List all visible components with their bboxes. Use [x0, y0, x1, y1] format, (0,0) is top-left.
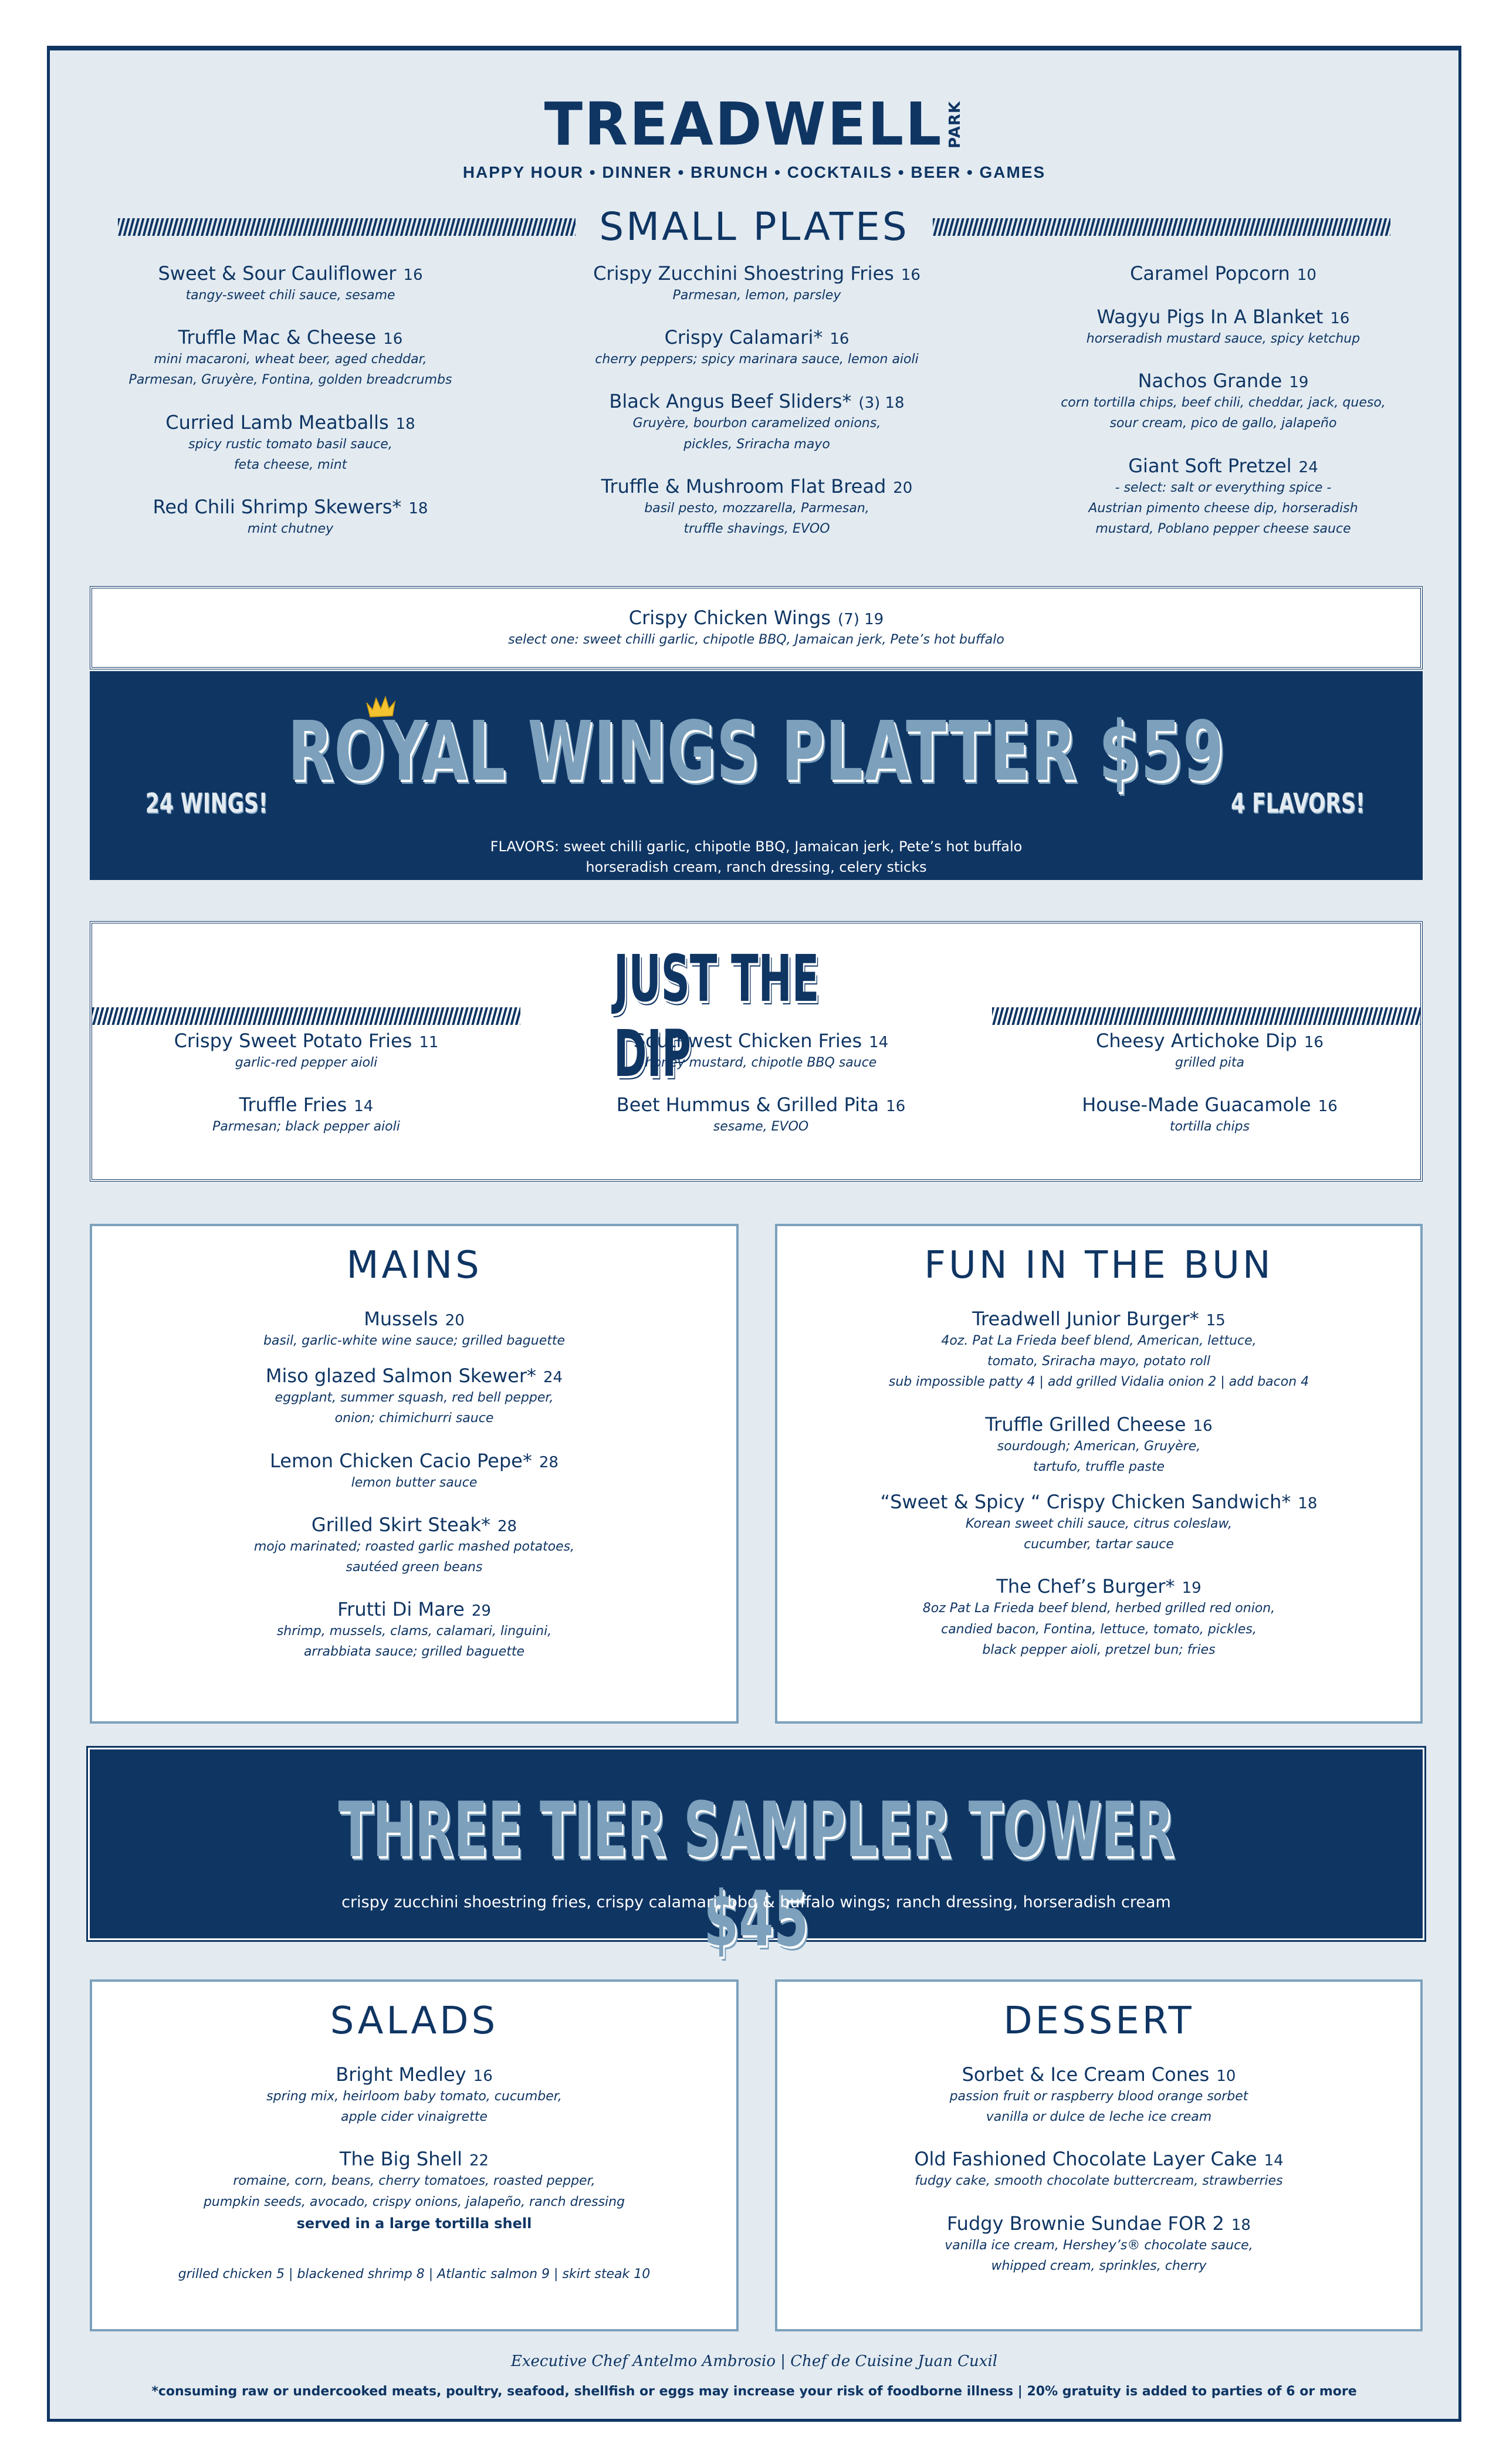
- item-price: 16: [830, 330, 849, 348]
- item-name: Giant Soft Pretzel: [1128, 454, 1292, 477]
- item-desc: sautéed green beans: [346, 1559, 483, 1575]
- dessert-title: DESSERT: [1003, 1999, 1194, 2043]
- item-desc: romaine, corn, beans, cherry tomatoes, roasted pepper,: [233, 2174, 595, 2189]
- item-desc: select one: sweet chilli garlic, chipotle BBQ, Jamaican jerk, Pete’s hot buffalo: [508, 632, 1004, 647]
- brand-tagline: HAPPY HOUR • DINNER • BRUNCH • COCKTAILS • BEER • GAMES: [462, 163, 1046, 181]
- item-price: 18: [1298, 1494, 1318, 1512]
- item-desc: shrimp, mussels, clams, calamari, linguini,: [276, 1624, 552, 1639]
- bun-title: FUN IN THE BUN: [924, 1244, 1274, 1287]
- menu-item: [777, 2063, 1420, 2127]
- item-price: 16: [383, 330, 403, 348]
- stripe-divider-right: [933, 218, 1390, 236]
- item-price: 14: [1264, 2152, 1284, 2170]
- dip-col-3: [1001, 1029, 1418, 1157]
- item-price: 15: [1206, 1312, 1226, 1329]
- item-price: 18: [395, 415, 415, 433]
- mains-title: MAINS: [346, 1244, 482, 1287]
- menu-item: [538, 1093, 984, 1137]
- menu-item: [537, 262, 977, 306]
- dessert-list: [777, 2063, 1420, 2276]
- item-price: 16: [1193, 1417, 1213, 1435]
- item-name: Treadwell Junior Burger*: [972, 1308, 1199, 1330]
- item-desc: mini macaroni, wheat beer, aged cheddar,: [154, 352, 427, 367]
- item-name: Frutti Di Mare: [337, 1598, 465, 1621]
- item-name: Crispy Chicken Wings: [628, 607, 831, 629]
- tower-title: THREE TIER SAMPLER TOWER $45: [338, 1785, 1175, 1964]
- item-desc: cherry peppers; spicy marinara sauce, lemon aioli: [595, 352, 919, 367]
- menu-item: [537, 475, 977, 539]
- item-desc: Gruyère, bourbon caramelized onions,: [632, 416, 881, 431]
- menu-item: [1001, 1093, 1418, 1137]
- item-desc: vanilla ice cream, Hershey’s® chocolate sauce,: [945, 2238, 1253, 2253]
- menu-item: [777, 2147, 1420, 2191]
- menu-item: [777, 2212, 1420, 2276]
- item-price: 11: [419, 1034, 439, 1051]
- item-desc: Parmesan, lemon, parsley: [672, 288, 841, 303]
- item-desc: apple cider vinaigrette: [341, 2110, 488, 2125]
- item-name: The Chef’s Burger*: [996, 1575, 1175, 1598]
- item-desc: Parmesan, Gruyère, Fontina, golden breadcrumbs: [128, 373, 452, 388]
- mains-list: [92, 1307, 736, 1663]
- item-name: Truffle Fries: [239, 1094, 347, 1116]
- menu-item: [85, 326, 496, 390]
- item-name: Sweet & Sour Cauliflower: [158, 262, 397, 285]
- item-price: 18: [1231, 2216, 1251, 2234]
- item-name: Nachos Grande: [1138, 370, 1282, 392]
- item-desc: Parmesan; black pepper aioli: [212, 1119, 400, 1135]
- item-desc: mustard, Poblano pepper cheese sauce: [1095, 521, 1351, 536]
- wing-count-badge: 24 WINGS!: [145, 787, 268, 819]
- item-price: 16: [473, 2067, 493, 2085]
- menu-item: [1012, 454, 1434, 540]
- menu-item: [1012, 262, 1434, 285]
- item-desc: mojo marinated; roasted garlic mashed potatoes,: [253, 1539, 575, 1554]
- item-desc: corn tortilla chips, beef chili, cheddar, jack, queso,: [1061, 395, 1386, 411]
- menu-item: [777, 1307, 1420, 1393]
- menu-item: [92, 2147, 736, 2235]
- menu-item: [92, 2063, 736, 2127]
- item-price: 16: [886, 1098, 906, 1116]
- item-desc: garlic-red pepper aioli: [235, 1055, 378, 1070]
- tower-desc: crispy zucchini shoestring fries, crispy calamari, bbq & buffalo wings; ranch dressing, horseradish cream: [341, 1893, 1171, 1911]
- item-desc: passion fruit or raspberry blood orange sorbet: [949, 2089, 1248, 2104]
- menu-item: [538, 1029, 984, 1073]
- item-note: served in a large tortilla shell: [296, 2215, 532, 2232]
- item-name: Southwest Chicken Fries: [633, 1030, 862, 1052]
- item-name: Truffle & Mushroom Flat Bread: [601, 475, 886, 497]
- item-desc: pickles, Sriracha mayo: [683, 436, 830, 452]
- dip-col-1: [92, 1029, 520, 1157]
- item-price: 16: [1318, 1098, 1338, 1116]
- item-desc: vanilla or dulce de leche ice cream: [986, 2110, 1212, 2125]
- item-price: 16: [1304, 1034, 1324, 1051]
- item-addons: sub impossible patty 4 | add grilled Vidalia onion 2 | add bacon 4: [888, 1375, 1309, 1390]
- menu-item: [92, 1449, 736, 1493]
- item-name: Truffle Mac & Cheese: [178, 326, 377, 349]
- item-name: House-Made Guacamole: [1082, 1094, 1311, 1116]
- chef-credits: Executive Chef Antelmo Ambrosio | Chef de Cuisine Juan Cuxil: [510, 2353, 998, 2370]
- item-desc: mint chutney: [247, 521, 334, 536]
- item-name: Black Angus Beef Sliders*: [609, 390, 852, 413]
- item-desc: basil, garlic-white wine sauce; grilled baguette: [263, 1333, 566, 1348]
- menu-item: [92, 1597, 736, 1662]
- small-plates-col-3: [1012, 262, 1434, 559]
- menu-item: [537, 390, 977, 454]
- item-price: 10: [1297, 266, 1316, 284]
- royal-platter-desc: [90, 837, 1423, 878]
- item-price: 14: [354, 1098, 374, 1116]
- item-price: 14: [869, 1034, 889, 1051]
- item-price: 28: [497, 1517, 517, 1535]
- item-desc: 8oz Pat La Frieda beef blend, herbed grilled red onion,: [922, 1601, 1275, 1616]
- item-price: 28: [539, 1453, 559, 1471]
- item-name: Crispy Calamari*: [664, 326, 823, 349]
- item-price: 19: [1182, 1579, 1201, 1597]
- item-desc: candied bacon, Fontina, lettuce, tomato, pickles,: [941, 1622, 1257, 1637]
- royal-platter-title: ROYAL WINGS PLATTER $59: [287, 704, 1225, 800]
- item-name: Beet Hummus & Grilled Pita: [616, 1094, 879, 1116]
- item-desc: eggplant, summer squash, red bell pepper,: [275, 1390, 554, 1406]
- crispy-chicken-wings-box: [90, 586, 1423, 669]
- flavor-count-badge: 4 FLAVORS!: [1231, 787, 1365, 819]
- three-tier-sampler-tower-banner: [90, 1749, 1423, 1964]
- item-desc: whipped cream, sprinkles, cherry: [991, 2258, 1207, 2273]
- item-price: 16: [403, 266, 423, 284]
- item-desc: tartufo, truffle paste: [1033, 1459, 1165, 1474]
- menu-item: [777, 1490, 1420, 1555]
- bun-list: [777, 1307, 1420, 1660]
- menu-page: [47, 46, 1461, 2422]
- salads-title: SALADS: [330, 1999, 499, 2043]
- royal-platter-sides: horseradish cream, ranch dressing, celery sticks: [585, 858, 927, 875]
- menu-item: [92, 1307, 736, 1351]
- item-desc: feta cheese, mint: [233, 457, 347, 472]
- item-name: The Big Shell: [339, 2148, 462, 2171]
- small-plates-col-1: [85, 262, 496, 559]
- item-name: Grilled Skirt Steak*: [311, 1513, 490, 1536]
- item-name: Cheesy Artichoke Dip: [1096, 1030, 1297, 1052]
- small-plates-heading: [50, 204, 1458, 249]
- item-desc: - select: salt or everything spice -: [1115, 480, 1332, 495]
- stripe-divider-left: [92, 1007, 520, 1025]
- menu-item: [1001, 1029, 1418, 1073]
- item-desc: Korean sweet chili sauce, citrus coleslaw,: [965, 1516, 1233, 1531]
- item-desc: cucumber, tartar sauce: [1024, 1537, 1174, 1552]
- menu-item: [1012, 369, 1434, 434]
- item-price: (7) 19: [838, 611, 884, 628]
- item-name: Lemon Chicken Cacio Pepe*: [270, 1449, 532, 1472]
- salads-panel: [90, 1979, 739, 2331]
- fun-in-the-bun-panel: [775, 1224, 1423, 1724]
- small-plates-title: SMALL PLATES: [599, 204, 909, 249]
- item-name: Bright Medley: [336, 2063, 466, 2086]
- brand-name: TREADWELL: [544, 90, 943, 159]
- item-name: Miso glazed Salmon Skewer*: [265, 1365, 537, 1387]
- item-name: Old Fashioned Chocolate Layer Cake: [914, 2148, 1257, 2171]
- dip-col-2: [538, 1029, 984, 1157]
- item-desc: tortilla chips: [1169, 1119, 1250, 1135]
- item-price: 22: [469, 2152, 489, 2170]
- item-price: 29: [471, 1602, 491, 1620]
- menu-item: [85, 262, 496, 306]
- item-desc: sour cream, pico de gallo, jalapeño: [1109, 416, 1337, 431]
- item-desc: black pepper aioli, pretzel bun; fries: [982, 1642, 1216, 1657]
- item-name: Crispy Sweet Potato Fries: [174, 1030, 412, 1052]
- item-desc: truffle shavings, EVOO: [683, 521, 830, 536]
- brand-suffix: PARK: [946, 100, 964, 148]
- item-desc: basil pesto, mozzarella, Parmesan,: [644, 500, 869, 516]
- royal-platter-flavors: FLAVORS: sweet chilli garlic, chipotle BBQ, Jamaican jerk, Pete’s hot buffalo: [490, 838, 1023, 855]
- item-desc: grilled pita: [1175, 1055, 1245, 1070]
- item-name: Sorbet & Ice Cream Cones: [962, 2063, 1210, 2086]
- stripe-divider-right: [992, 1007, 1420, 1025]
- menu-item: [92, 1093, 520, 1137]
- salads-list: [92, 2063, 736, 2284]
- dessert-panel: [775, 1979, 1423, 2331]
- brand-logo: [50, 92, 1458, 157]
- item-desc: sesame, EVOO: [713, 1119, 809, 1135]
- menu-item: [777, 1413, 1420, 1477]
- item-desc: spicy rustic tomato basil sauce,: [188, 436, 392, 452]
- item-price: 20: [893, 479, 913, 497]
- menu-item: [92, 1513, 736, 1578]
- dip-title: JUST THE DIP: [613, 941, 820, 1091]
- item-price: 16: [901, 266, 920, 284]
- item-desc: arrabbiata sauce; grilled baguette: [303, 1644, 525, 1660]
- food-safety-note: *consuming raw or undercooked meats, poultry, seafood, shellfish or eggs may increase your risk of foodborne illness | 20% gratuity is added to parties of 6 or more: [151, 2384, 1357, 2399]
- item-name: Caramel Popcorn: [1130, 262, 1290, 285]
- item-price: 18: [408, 499, 428, 517]
- item-price: 10: [1216, 2067, 1236, 2085]
- just-the-dip-section: [90, 921, 1423, 1182]
- item-desc: lemon butter sauce: [351, 1475, 478, 1490]
- item-price: 24: [543, 1369, 563, 1387]
- stripe-divider-left: [118, 218, 576, 236]
- item-desc: honey mustard, chipotle BBQ sauce: [645, 1055, 877, 1070]
- salad-addons: grilled chicken 5 | blackened shrimp 8 | Atlantic salmon 9 | skirt steak 10: [178, 2267, 651, 2282]
- item-price: 19: [1289, 374, 1309, 392]
- item-desc: spring mix, heirloom baby tomato, cucumber,: [266, 2089, 562, 2104]
- menu-item: [85, 495, 496, 539]
- item-price: 20: [445, 1312, 465, 1329]
- item-desc: pumpkin seeds, avocado, crispy onions, jalapeño, ranch dressing: [203, 2194, 625, 2209]
- item-name: Wagyu Pigs In A Blanket: [1096, 306, 1324, 328]
- item-name: “Sweet & Spicy “ Crispy Chicken Sandwich*: [880, 1490, 1291, 1513]
- menu-item: [85, 411, 496, 475]
- item-name: Truffle Grilled Cheese: [985, 1413, 1186, 1436]
- mains-panel: [90, 1224, 739, 1724]
- item-name: Mussels: [364, 1308, 438, 1330]
- menu-item: [92, 1029, 520, 1073]
- item-desc: sourdough; American, Gruyère,: [997, 1439, 1201, 1454]
- item-price: 24: [1298, 458, 1318, 476]
- small-plates-col-2: [537, 262, 977, 559]
- item-name: Fudgy Brownie Sundae FOR 2: [947, 2212, 1224, 2235]
- item-desc: tomato, Sriracha mayo, potato roll: [987, 1354, 1210, 1369]
- item-price: (3) 18: [858, 394, 905, 412]
- item-desc: Austrian pimento cheese dip, horseradish: [1088, 500, 1358, 516]
- item-name: Curried Lamb Meatballs: [165, 411, 389, 434]
- item-desc: horseradish mustard sauce, spicy ketchup: [1086, 331, 1360, 346]
- item-name: Red Chili Shrimp Skewers*: [153, 495, 402, 518]
- item-price: 16: [1330, 310, 1350, 327]
- menu-item: [537, 326, 977, 370]
- item-desc: onion; chimichurri sauce: [334, 1411, 494, 1426]
- menu-item: [92, 1364, 736, 1429]
- item-desc: fudgy cake, smooth chocolate buttercream, strawberries: [915, 2174, 1283, 2189]
- item-desc: 4oz. Pat La Frieda beef blend, American, lettuce,: [941, 1333, 1257, 1348]
- item-desc: tangy-sweet chili sauce, sesame: [185, 288, 395, 303]
- royal-wings-platter-banner: [90, 671, 1423, 880]
- item-name: Crispy Zucchini Shoestring Fries: [593, 262, 894, 285]
- menu-item: [777, 1575, 1420, 1660]
- menu-item: [1012, 305, 1434, 349]
